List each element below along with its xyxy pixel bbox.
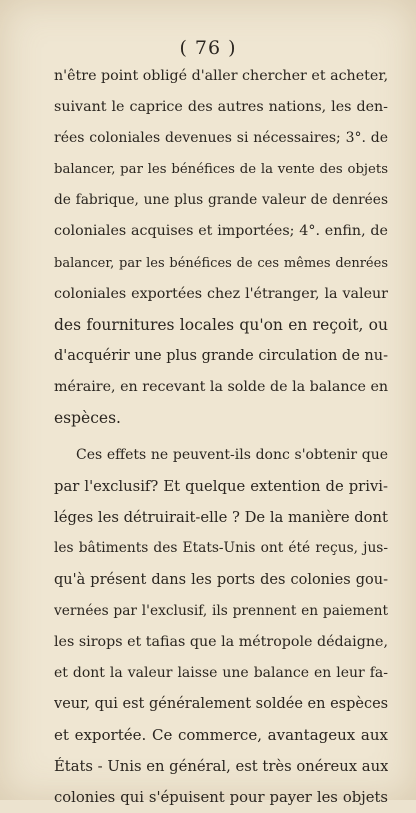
page-number: ( 76 ) — [179, 37, 237, 59]
text-line: n'être point obligé d'aller chercher et acheter, — [54, 68, 388, 84]
text-line: d'acquérir une plus grande circulation de nu- — [54, 347, 388, 364]
text-line: par l'exclusif? Et quelque extention de privi- — [54, 478, 388, 496]
text-line: Ces effets ne peuvent-ils donc s'obtenir que — [76, 447, 388, 464]
text-line: léges les détruirait-elle ? De la manière dont — [54, 509, 388, 527]
text-line: espèces. — [54, 409, 121, 428]
text-line: balancer, par les bénéfices de la vente des objets — [54, 162, 388, 178]
body-text — [54, 61, 388, 813]
text-line: États - Unis en général, est très onéreux aux — [54, 758, 388, 776]
text-line: les sirops et tafias que la métropole dédaigne, — [54, 633, 388, 650]
text-line: et exportée. Ce commerce, avantageux aux — [54, 725, 388, 744]
text-line: suivant le caprice des autres nations, les den- — [54, 99, 388, 116]
text-line: coloniales exportées chez l'étranger, la valeur — [54, 285, 388, 302]
text-line: colonies qui s'épuisent pour payer les objets — [54, 789, 388, 807]
text-line: veur, qui est généralement soldée en espèces — [54, 695, 388, 712]
paragraph — [54, 61, 388, 434]
text-line: et dont la valeur laisse une balance en leur fa- — [54, 664, 388, 681]
text-line: méraire, en recevant la solde de la balance en — [54, 378, 388, 395]
text-line: qu'à présent dans les ports des colonies gou- — [54, 571, 388, 588]
text-line: coloniales acquises et importées; 4°. enfin, de — [54, 223, 388, 240]
text-line: les bâtiments des Etats-Unis ont été reçus, jus- — [54, 540, 388, 557]
text-line: vernées par l'exclusif, ils prennent en paiement — [54, 602, 388, 619]
text-line: de fabrique, une plus grande valeur de denrées — [54, 192, 388, 209]
text-line: des fournitures locales qu'on en reçoit, ou — [54, 315, 388, 334]
paragraph — [54, 440, 388, 813]
text-line: balancer, par les bénéfices de ces mêmes denrées — [54, 255, 388, 271]
text-line: rées coloniales devenues si nécessaires; 3°. de — [54, 130, 388, 147]
